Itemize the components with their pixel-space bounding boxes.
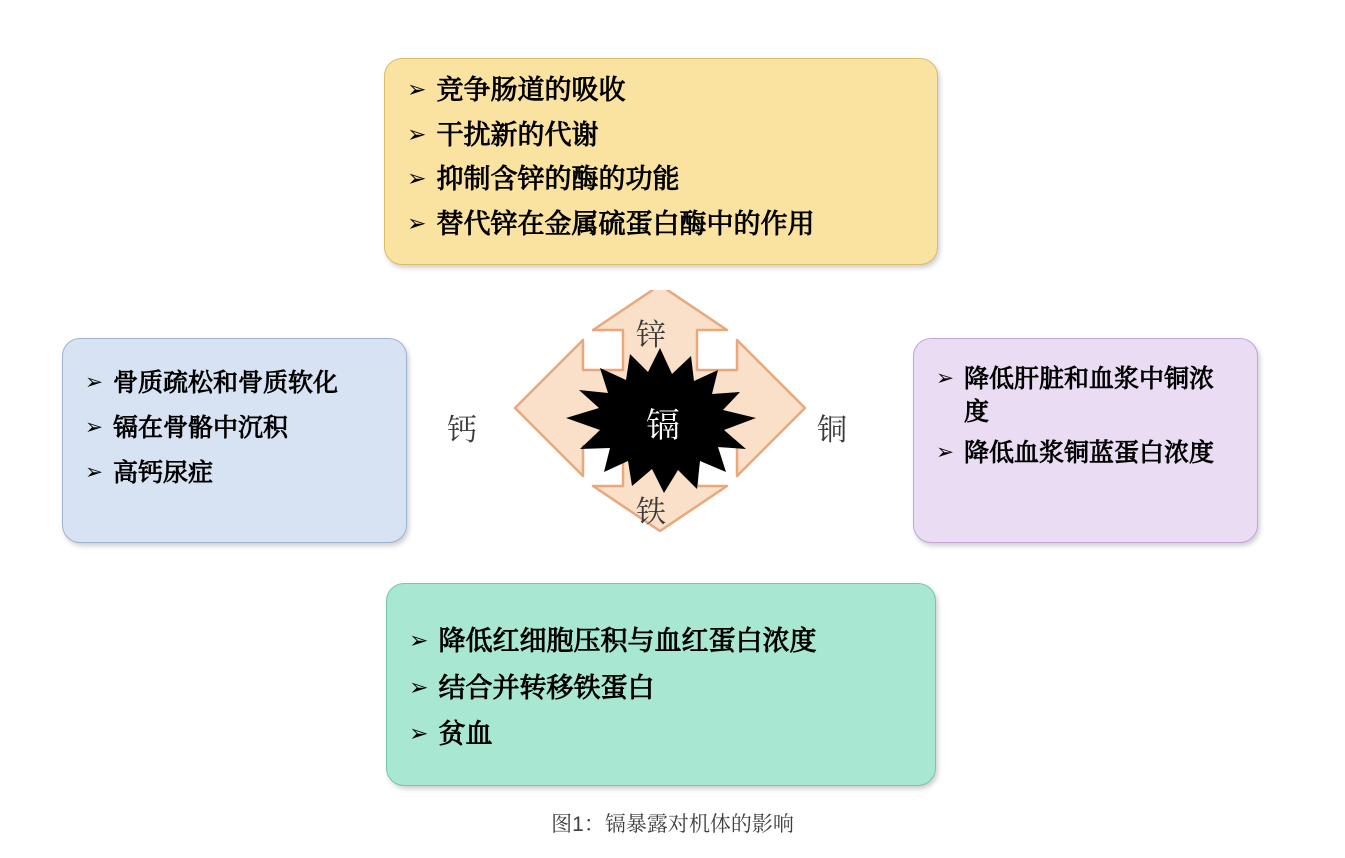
list-item-label: 降低红细胞压积与血红蛋白浓度 xyxy=(438,626,817,656)
bullet-arrow-icon: ➢ xyxy=(407,165,427,193)
arrow-label-calcium: 钙 xyxy=(447,414,477,447)
effects-list-copper xyxy=(936,363,1237,470)
list-item xyxy=(85,457,386,490)
list-item-label: 骨质疏松和骨质软化 xyxy=(113,370,339,397)
list-item-label: 贫血 xyxy=(438,719,493,750)
effects-box-iron xyxy=(386,583,936,786)
bullet-arrow-icon: ➢ xyxy=(407,209,427,237)
list-item-label: 替代锌在金属硫蛋白酶中的作用 xyxy=(436,208,815,239)
list-item xyxy=(407,207,917,243)
list-item-label: 竞争肠道的吸收 xyxy=(436,75,626,105)
bullet-arrow-icon: ➢ xyxy=(85,415,104,440)
list-item-label: 高钙尿症 xyxy=(113,460,214,487)
list-item-label: 降低血浆铜蓝蛋白浓度 xyxy=(964,440,1215,467)
arrow-label-zinc: 锌 xyxy=(636,319,666,352)
list-item-label: 结合并转移铁蛋白 xyxy=(438,672,655,703)
arrow-label-iron: 铁 xyxy=(636,496,666,529)
effects-list-calcium xyxy=(85,367,386,490)
bullet-arrow-icon: ➢ xyxy=(407,120,427,148)
list-item xyxy=(407,162,917,198)
list-item xyxy=(936,437,1237,470)
bullet-arrow-icon: ➢ xyxy=(407,76,427,103)
effects-box-calcium xyxy=(62,338,407,543)
bullet-arrow-icon: ➢ xyxy=(85,370,104,395)
list-item-label: 镉在骨骼中沉积 xyxy=(113,415,289,442)
list-item-label: 干扰新的代谢 xyxy=(436,119,599,150)
list-item xyxy=(409,624,915,660)
effects-list-zinc xyxy=(407,73,917,243)
list-item xyxy=(85,367,386,400)
list-item-label: 抑制含锌的酶的功能 xyxy=(436,164,680,195)
arrow-label-copper: 铜 xyxy=(817,414,847,447)
center-label: 镉 xyxy=(646,408,680,445)
list-item xyxy=(407,73,917,109)
list-item-label: 降低肝脏和血浆中铜浓度 xyxy=(964,366,1215,426)
list-item xyxy=(409,671,915,707)
list-item xyxy=(409,717,915,753)
effects-box-zinc xyxy=(384,58,938,265)
list-item xyxy=(936,363,1237,429)
bullet-arrow-icon: ➢ xyxy=(409,720,429,748)
list-item xyxy=(85,412,386,445)
bullet-arrow-icon: ➢ xyxy=(409,627,429,654)
effects-box-copper xyxy=(913,338,1258,543)
bullet-arrow-icon: ➢ xyxy=(936,366,955,391)
bullet-arrow-icon: ➢ xyxy=(85,460,104,485)
figure-caption: 图1：镉暴露对机体的影响 xyxy=(551,813,794,836)
effects-list-iron xyxy=(409,624,915,753)
bullet-arrow-icon: ➢ xyxy=(936,440,955,465)
bullet-arrow-icon: ➢ xyxy=(409,673,429,701)
list-item xyxy=(407,118,917,154)
